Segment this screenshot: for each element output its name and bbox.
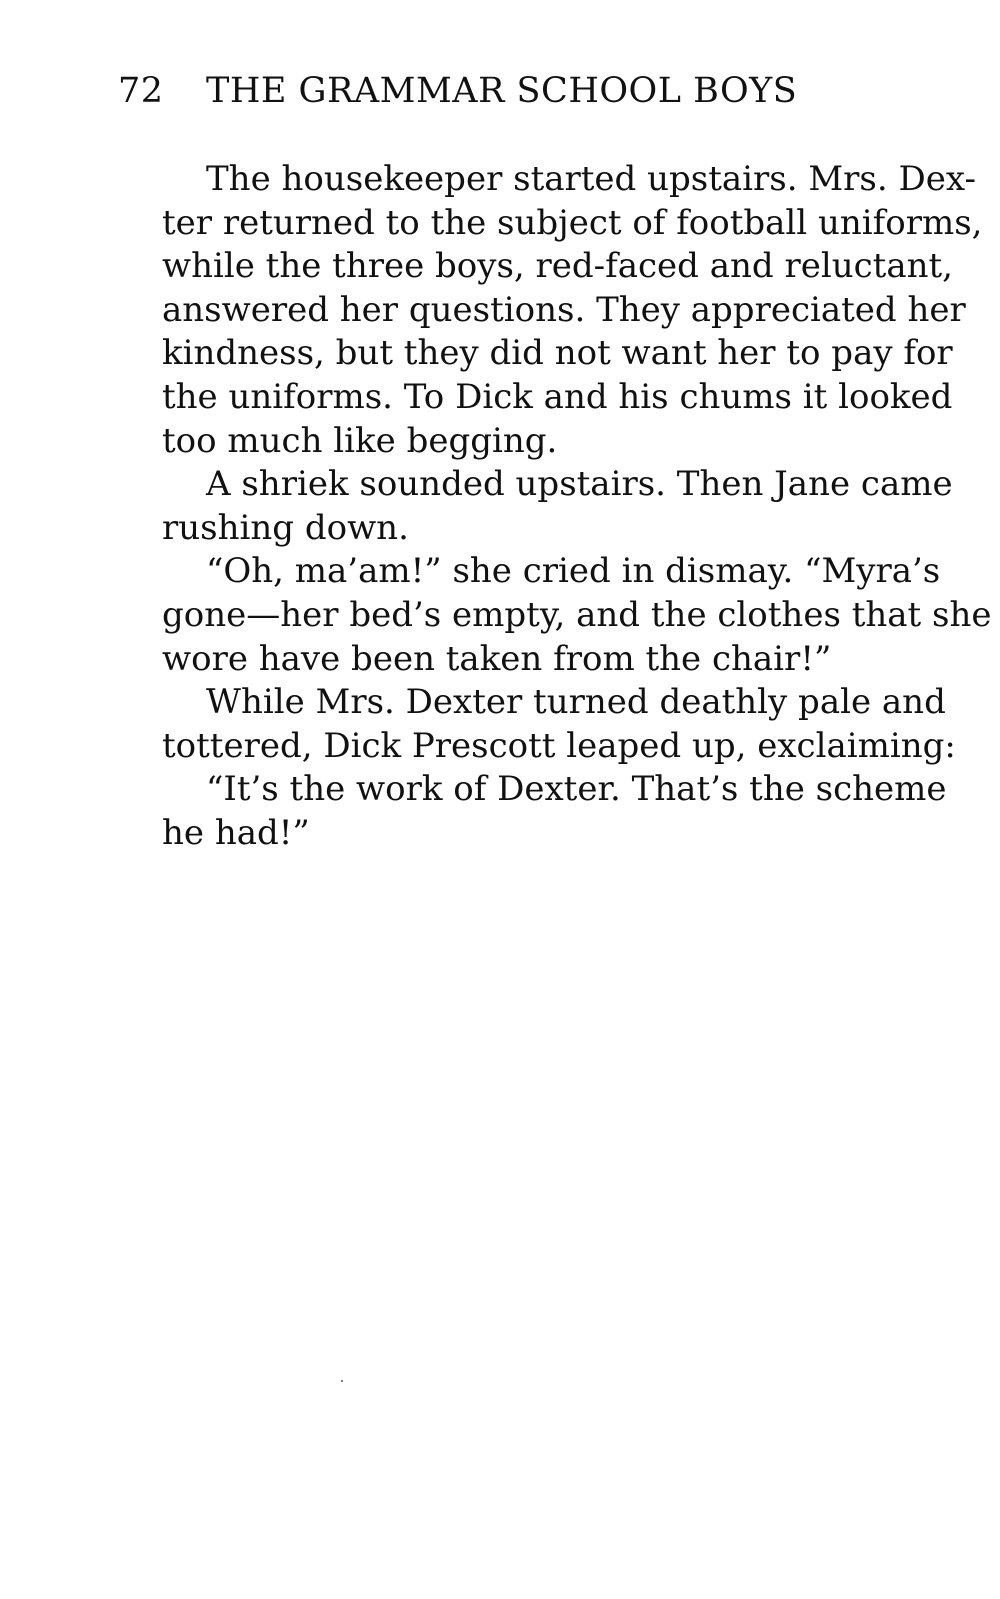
paragraph <box>118 768 947 855</box>
paragraph <box>118 463 953 550</box>
body-text <box>118 158 992 856</box>
text-line: rushing down. <box>162 507 409 548</box>
text-line: ter returned to the subject of football uniforms, <box>162 202 983 243</box>
paragraph <box>118 550 992 681</box>
paragraph <box>118 158 983 463</box>
text-line: A shriek sounded upstairs. Then Jane came <box>206 464 953 505</box>
text-line: too much like begging. <box>162 420 558 461</box>
text-line: “It’s the work of Dexter. That’s the scheme <box>206 769 947 810</box>
text-line: answered her questions. They appreciated her <box>162 289 966 330</box>
text-line: gone—her bed’s empty, and the clothes that she <box>162 594 992 635</box>
text-line: “Oh, ma’am!” she cried in dismay. “Myra’s <box>206 551 941 592</box>
text-line: wore have been taken from the chair!” <box>162 638 832 679</box>
text-line: While Mrs. Dexter turned deathly pale and <box>206 682 946 723</box>
text-line: while the three boys, red-faced and reluctant, <box>162 246 953 287</box>
page-number: 72 <box>118 71 164 111</box>
scan-speck <box>341 1380 343 1382</box>
text-line: he had!” <box>162 812 310 853</box>
text-line: the uniforms. To Dick and his chums it looked <box>162 376 953 417</box>
text-line: tottered, Dick Prescott leaped up, exclaiming: <box>162 725 956 766</box>
text-line: kindness, but they did not want her to pay for <box>162 333 953 374</box>
paragraph <box>118 681 956 768</box>
running-head <box>118 66 878 116</box>
text-line: The housekeeper started upstairs. Mrs. Dex- <box>206 159 976 199</box>
book-title: THE GRAMMAR SCHOOL BOYS <box>206 71 798 111</box>
